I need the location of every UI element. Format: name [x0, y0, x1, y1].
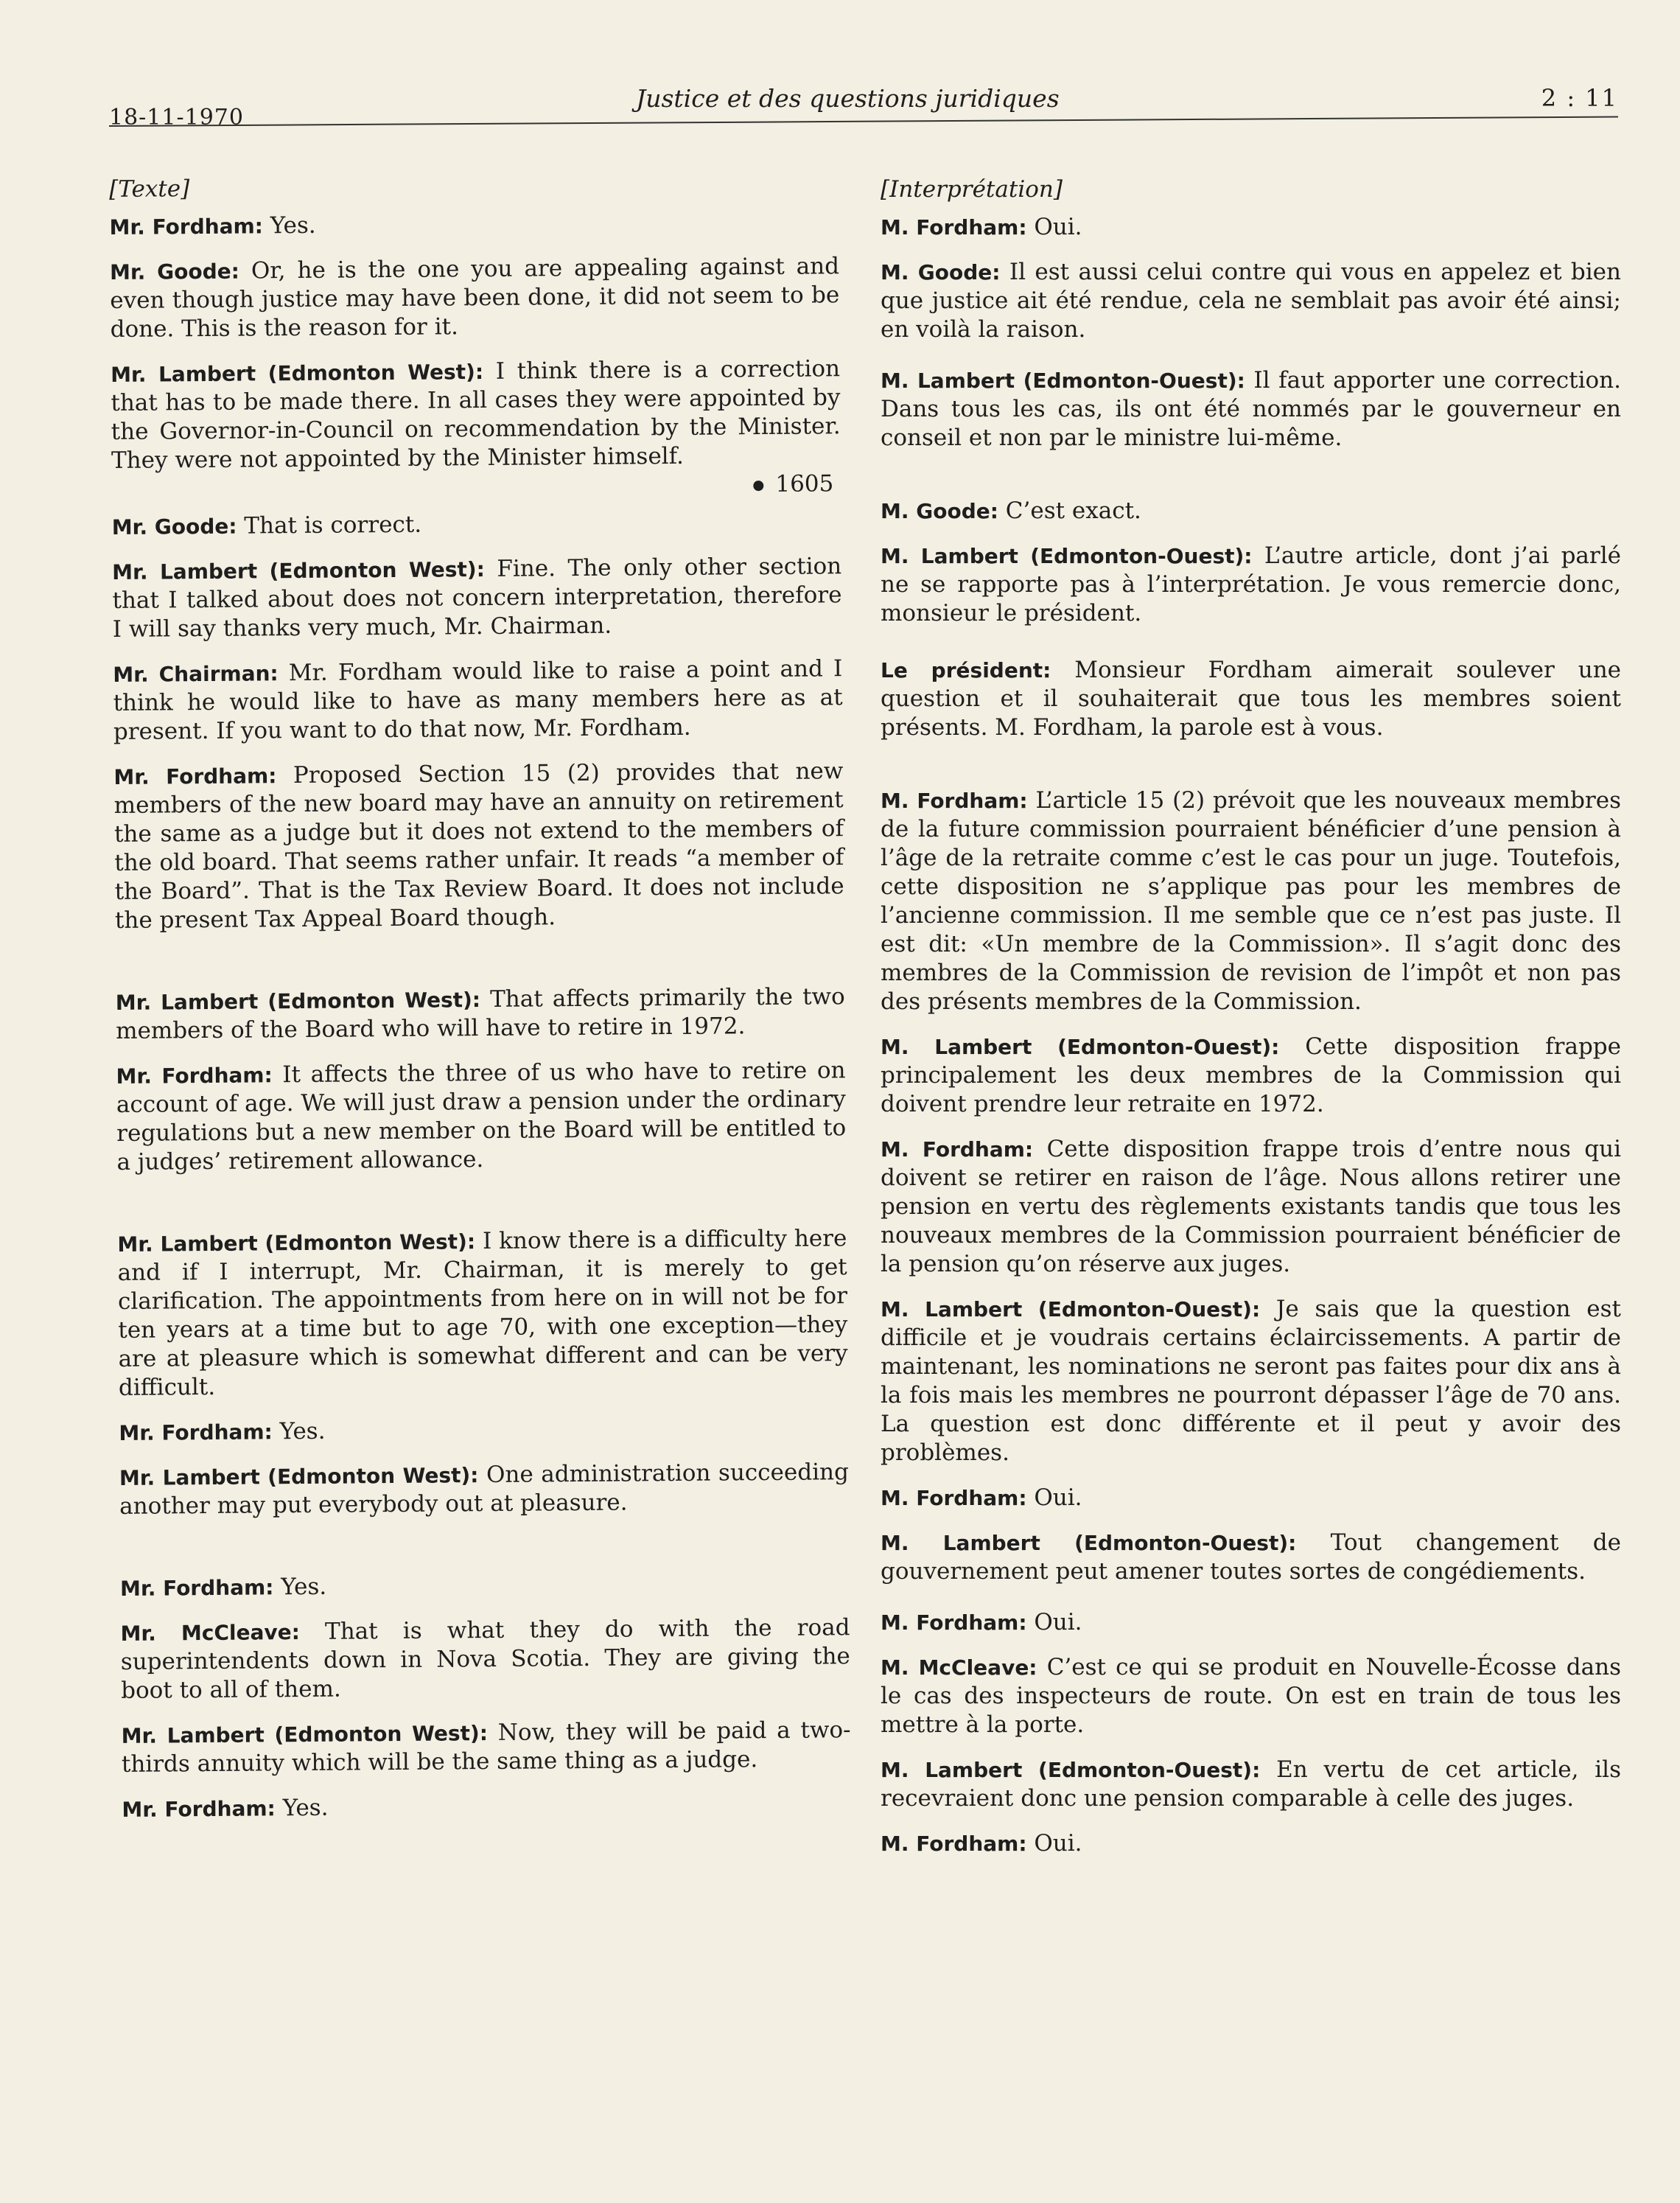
- speech-paragraph: [881, 1529, 1621, 1586]
- speech-text: Je sais que la question est difficile et je voudrais certains éclaircissements. A partir de maintenant, les nominations ne seront pas faites pour dix ans à la fois mais les membres ne pourront dépasser l’âge de 70 ans. La question est donc différente et il peut y avoir des problèmes.: [881, 1296, 1621, 1466]
- speaker-name: Mr. Lambert (Edmonton West):: [115, 988, 481, 1015]
- speech-text: Mr. Fordham would like to raise a point and I think he would like to have as many members here as at present. If you want to do that now, Mr. Fordham.: [113, 655, 843, 745]
- speech-text: That is what they do with the road superintendents down in Nova Scotia. They are giving the boot to all of them.: [120, 1614, 850, 1704]
- section-label-texte: [Texte]: [109, 175, 190, 203]
- speech-paragraph: [110, 252, 840, 344]
- speaker-name: Mr. Lambert (Edmonton West):: [117, 1229, 476, 1257]
- speaker-name: M. Lambert (Edmonton-Ouest):: [881, 1297, 1261, 1322]
- speech-paragraph: [881, 656, 1621, 742]
- speech-paragraph: [881, 1135, 1621, 1279]
- speaker-name: M. Lambert (Edmonton-Ouest):: [881, 544, 1253, 568]
- speech-text: Oui.: [1026, 214, 1082, 240]
- speech-paragraph: [881, 1608, 1621, 1637]
- speaker-name: M. Fordham:: [881, 1832, 1027, 1856]
- speech-paragraph: [881, 497, 1621, 526]
- speech-text: One administration succeeding another may put everybody out at pleasure.: [119, 1459, 849, 1520]
- speaker-name: M. Fordham:: [881, 215, 1027, 240]
- speech-text: Cette disposition frappe trois d’entre nous qui doivent se retirer en raison de l’âge. Nous allons retirer une pension en vertu des règlements existants tandis que tous les nouveaux membres de la Commission pourraient bénéficier de la pension qu’on réserve aux juges.: [881, 1136, 1622, 1277]
- speaker-name: M. Fordham:: [881, 1610, 1027, 1635]
- speech-paragraph: [122, 1790, 851, 1824]
- speech-text: Yes.: [272, 1417, 326, 1445]
- speaker-name: M. Goode:: [881, 260, 1001, 284]
- speech-paragraph: [113, 654, 843, 747]
- time-marker: [111, 469, 841, 504]
- speech-text: That is correct.: [237, 511, 422, 540]
- speech-text: Il faut apporter une correction. Dans tous les cas, ils ont été nommés par le gouverneur en conseil et non par le ministre lui-même.: [881, 367, 1621, 451]
- speaker-name: Mr. Lambert (Edmonton West):: [112, 557, 485, 584]
- speech-paragraph: [881, 542, 1621, 628]
- speaker-name: Mr. Fordham:: [116, 1063, 273, 1089]
- speech-text: En vertu de cet article, ils recevraient donc une pension comparable à celle des juges.: [881, 1756, 1621, 1812]
- speech-text: Fine. The only other section that I talked about does not concern interpretation, therefore I will say thanks very much, Mr. Chairman.: [112, 553, 842, 643]
- speech-text: Oui.: [1026, 1484, 1082, 1511]
- speech-text: Now, they will be paid a two-thirds annuity which will be the same thing as a judge.: [121, 1717, 851, 1778]
- speaker-name: Mr. Fordham:: [122, 1796, 276, 1822]
- speech-paragraph: [881, 366, 1621, 453]
- speech-paragraph: [112, 552, 842, 644]
- bullet-dot-icon: [753, 481, 763, 491]
- header-title: Justice et des questions juridiques: [636, 84, 1060, 113]
- speech-text: Oui.: [1026, 1830, 1082, 1857]
- speaker-name: Mr. Fordham:: [119, 1575, 274, 1601]
- speech-text: L’autre article, dont j’ai parlé ne se rapporte pas à l’interprétation. Je vous remercie donc, monsieur le président.: [881, 542, 1621, 626]
- speech-paragraph: [881, 1295, 1621, 1467]
- speaker-name: M. Lambert (Edmonton-Ouest):: [881, 1035, 1280, 1059]
- speech-text: Yes.: [273, 1573, 327, 1601]
- speech-text: It affects the three of us who have to retire on account of age. We will just draw a pension under the ordinary regulations but a new member on the Board will be entitled to a judges’ retirement allowance.: [116, 1057, 847, 1176]
- french-column: [881, 175, 1621, 1858]
- speech-paragraph: [111, 355, 841, 475]
- speech-text: I know there is a difficulty here and if I interrupt, Mr. Chairman, it is merely to get clarification. The appointments from here on in will not be for ten years at a time but to age 70, with one exception—they are at pleasure which is somewhat different and can be very difficult.: [117, 1225, 848, 1401]
- speech-text: Yes.: [275, 1794, 329, 1822]
- speaker-name: M. Lambert (Edmonton-Ouest):: [881, 369, 1245, 393]
- speaker-name: M. Goode:: [881, 499, 998, 523]
- speech-paragraph: [881, 1829, 1621, 1858]
- speaker-name: M. Lambert (Edmonton-Ouest):: [881, 1531, 1297, 1555]
- speech-paragraph: [881, 786, 1621, 1016]
- header-date: 18-11-1970: [109, 105, 244, 130]
- speech-paragraph: [116, 1056, 846, 1177]
- speech-text: Il est aussi celui contre qui vous en appelez et bien que justice ait été rendue, cela ne semblait pas avoir été ainsi; en voilà la raison.: [881, 259, 1621, 343]
- speech-text: Or, he is the one you are appealing against and even though justice may have been done, it did not seem to be done. This is the reason for it.: [110, 253, 840, 343]
- speech-paragraph: [120, 1568, 850, 1603]
- speech-paragraph: [121, 1716, 851, 1779]
- speaker-name: Mr. Chairman:: [113, 661, 279, 687]
- speech-text: Cette disposition frappe principalement les deux membres de la Commission qui doivent prendre leur retraite en 1972.: [881, 1033, 1621, 1117]
- speech-text: That affects primarily the two members of the Board who will have to retire in 1972.: [115, 983, 845, 1044]
- header-page-number: 2 : 11: [1541, 84, 1618, 112]
- speech-paragraph: [113, 757, 844, 935]
- speaker-name: Mr. Lambert (Edmonton West):: [119, 1463, 479, 1490]
- speech-text: Tout changement de gouvernement peut amener toutes sortes de congédiements.: [881, 1529, 1621, 1585]
- speech-text: L’article 15 (2) prévoit que les nouveaux membres de la future commission pourraient bénéficier d’une pension à l’âge de la retraite comme c’est le cas pour un juge. Toutefois, cette disposition ne s’applique pas pour les membres de l’ancienne commission. Il me semble que ce n’est pas juste. Il est dit: «Un membre de la Commission». Il s’agit donc des membres de la Commission de revision de l’impôt et non pas des présents membres de la Commission.: [881, 787, 1622, 1015]
- speaker-name: Mr. Fordham:: [119, 1420, 273, 1445]
- speaker-name: Mr. Lambert (Edmonton West):: [121, 1721, 489, 1748]
- speech-paragraph: [119, 1413, 848, 1448]
- speaker-name: Mr. Goode:: [111, 514, 237, 540]
- speech-text: C’est ce qui se produit en Nouvelle-Écosse dans le cas des inspecteurs de route. On est en train de tous les mettre à la porte.: [881, 1654, 1622, 1738]
- speech-paragraph: [117, 1224, 848, 1403]
- speaker-name: Mr. Fordham:: [109, 214, 264, 240]
- speech-text: Yes.: [262, 212, 316, 240]
- speech-text: Monsieur Fordham aimerait soulever une question et il souhaiterait que tous les membres soient présents. M. Fordham, la parole est à vous.: [881, 657, 1622, 741]
- speaker-name: Le président:: [881, 658, 1051, 682]
- speaker-name: M. Lambert (Edmonton-Ouest):: [881, 1758, 1261, 1782]
- speaker-name: Mr. Fordham:: [113, 764, 277, 789]
- speaker-name: Mr. McCleave:: [120, 1620, 301, 1646]
- speech-paragraph: [116, 982, 846, 1046]
- speech-paragraph: [119, 1458, 850, 1521]
- speech-text: I think there is a correction that has to be made there. In all cases they were appointed by the Governor-in-Council on recommendation by the Minister. They were not appointed by the Minister himself.: [111, 355, 841, 474]
- speech-text: Oui.: [1026, 1609, 1082, 1635]
- english-column: [109, 170, 852, 1824]
- speech-paragraph: [881, 1653, 1621, 1739]
- speech-paragraph: [881, 1756, 1621, 1813]
- speech-paragraph: [881, 1033, 1621, 1119]
- speech-paragraph: [881, 1484, 1621, 1512]
- speaker-name: Mr. Goode:: [109, 259, 240, 284]
- speaker-name: Mr. Lambert (Edmonton West):: [110, 360, 484, 387]
- speaker-name: M. Fordham:: [881, 1137, 1034, 1162]
- speech-text: C’est exact.: [998, 497, 1141, 524]
- speech-text: Proposed Section 15 (2) provides that new members of the new board may have an annuity on retirement the same as a judge but it does not extend to the members of the old board. That seems rather unfair. It reads “a member of the Board”. That is the Tax Review Board. It does not include the present Tax Appeal Board though.: [113, 758, 844, 934]
- speech-paragraph: [881, 213, 1621, 242]
- speaker-name: M. McCleave:: [881, 1655, 1037, 1680]
- speech-paragraph: [881, 258, 1621, 344]
- speaker-name: M. Fordham:: [881, 789, 1028, 813]
- time-marker-value: 1605: [775, 470, 834, 497]
- speech-paragraph: [109, 207, 839, 242]
- speaker-name: M. Fordham:: [881, 1486, 1027, 1510]
- speech-paragraph: [120, 1613, 850, 1706]
- speech-paragraph: [112, 507, 841, 542]
- section-label-interpretation: [Interprétation]: [881, 176, 1063, 203]
